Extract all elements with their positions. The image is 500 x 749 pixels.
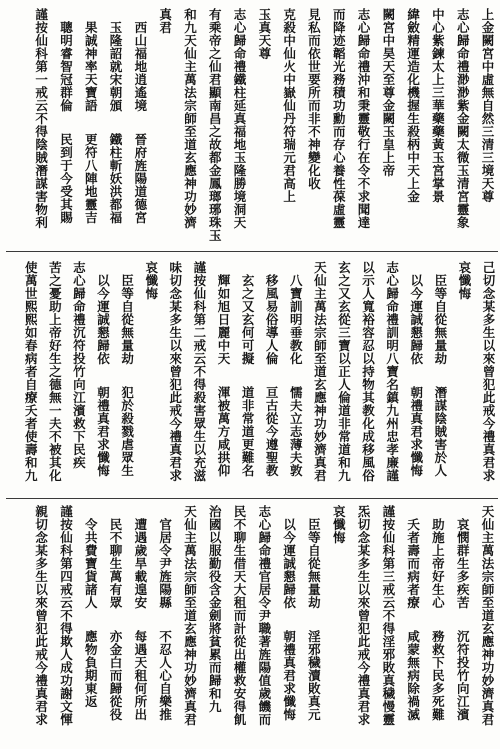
verse-first-half: 遭遇歲旱載遑安 <box>132 518 148 609</box>
column-text: 使萬世熙熙如春病者自療夭者使壽和九 <box>23 261 39 482</box>
column-text: 志心歸命禮鐵柱延真福地玉隆勝境洞天 <box>232 8 248 229</box>
middle-panel <box>0 258 500 494</box>
text-column <box>177 502 202 745</box>
column-text: 苦之憂助上帝好生之德無一夫不被其化 <box>47 261 63 482</box>
column-text: 味切念某多生以來曾犯此戒今禮真君求 <box>167 261 183 482</box>
column-text: 謹按仙科第三戒云不得淫邪敗真穢慢靈 <box>380 505 396 726</box>
verse-second-half: 朝禮真君求懺悔 <box>281 630 297 721</box>
verse-second-half: 懦夫立志薄夫敦 <box>288 386 304 477</box>
verse-first-half: 聰明睿智冠群倫 <box>58 21 74 112</box>
text-column <box>18 258 42 494</box>
text-column <box>474 502 499 745</box>
column-text: 志心歸命禮官居令尹職著旌陽值歲饑而 <box>256 505 272 726</box>
verse-second-half: 每遇天租何所出 <box>132 630 148 721</box>
text-column <box>325 5 350 247</box>
text-column <box>350 5 375 247</box>
text-column <box>152 5 177 247</box>
verse-first-half: 以今運誠懇歸依 <box>408 274 424 365</box>
verse-first-half: 西山福地逍遙境 <box>132 21 148 112</box>
panel-divider <box>6 251 498 252</box>
verse-column <box>404 258 428 494</box>
column-text: 克殺中仙火中嶽仙丹符瑞元君高上 <box>281 8 297 203</box>
column-text: 闕宮中昊天至尊金闕玉皇上帝 <box>380 8 396 177</box>
text-column <box>187 258 211 494</box>
column-text: 炁切念某多生以來曾犯此戒今禮真君求 <box>356 505 372 726</box>
text-column <box>375 502 400 745</box>
column-text: 謹按仙科第二戒云不得殺害眾生以充滋 <box>191 261 207 482</box>
text-column <box>28 502 53 745</box>
verse-column <box>425 502 450 745</box>
text-column <box>449 5 474 247</box>
text-column <box>226 5 251 247</box>
verse-second-half: 淫邪穢瀆敗真元 <box>306 630 322 721</box>
upper-panel <box>0 5 499 247</box>
verse-column <box>259 258 283 494</box>
column-text: 而降迹韜光務積功勳而存心養性葆虛靈 <box>331 8 347 229</box>
text-column <box>400 5 425 247</box>
lower-panel <box>0 502 499 745</box>
verse-first-half: 哀憫群生多疾苦 <box>455 518 471 609</box>
text-column <box>307 258 331 494</box>
verse-first-half: 以今運誠懇歸依 <box>281 518 297 609</box>
verse-second-half: 更符八陣地靈吉 <box>83 133 99 224</box>
verse-column <box>152 502 177 745</box>
text-column <box>28 5 53 247</box>
verse-second-half: 晉府旌陽道德宮 <box>132 133 148 224</box>
text-column <box>350 502 375 745</box>
verse-second-half: 鐵柱斬妖洪都福 <box>108 133 124 224</box>
verse-first-half: 輝如旭日麗中天 <box>215 274 231 365</box>
verse-first-half: 臣等自從無量劫 <box>119 274 135 365</box>
text-column <box>251 5 276 247</box>
column-text: 和九天仙主萬法宗師至道玄應神功妙濟 <box>182 8 198 229</box>
text-column <box>201 502 226 745</box>
column-text: 謹按仙科第一戒云不得陰賊潛謀害物利 <box>33 8 49 229</box>
column-text: 以示人寬裕容忍以持物其教化成移風俗 <box>360 261 376 482</box>
verse-first-half: 夭者壽而病者療 <box>405 518 421 609</box>
column-text: 哀懺悔 <box>143 261 159 300</box>
column-text: 玄之又玄從三寶以正人倫道非常道和九 <box>336 261 352 482</box>
verse-first-half: 臣等自從無量劫 <box>306 518 322 609</box>
panel-divider <box>6 498 498 499</box>
text-column <box>163 258 187 494</box>
verse-first-half: 八寶訓明垂教化 <box>288 274 304 365</box>
text-column <box>325 502 350 745</box>
column-text: 志心歸命禮沉符投竹向江濱救下民疾 <box>71 261 87 469</box>
verse-column <box>428 258 452 494</box>
text-column <box>53 502 78 745</box>
text-column <box>452 258 476 494</box>
verse-first-half: 玄之又玄何可擬 <box>240 274 256 365</box>
verse-column <box>77 5 102 247</box>
verse-column <box>115 258 139 494</box>
verse-column <box>53 5 78 247</box>
verse-second-half: 潛謀陰賊害於人 <box>432 386 448 477</box>
column-text: 民不聊生借天大租而計從出權救安得飢 <box>232 505 248 726</box>
column-text: 志心歸命禮渺渺紫金闕太微玉清宮靈象 <box>455 8 471 229</box>
text-column <box>474 5 499 247</box>
column-text: 上金闕宮中虛無自然三清三境天尊 <box>480 8 495 203</box>
verse-second-half: 道非常道更難名 <box>240 386 256 477</box>
verse-second-half: 應物負期東返 <box>83 630 99 708</box>
column-text: 有乘帝之仙君顯南昌之故都金鳳瑯琊珠玉 <box>207 8 223 242</box>
verse-column <box>102 5 127 247</box>
column-text: 謹按仙科第四戒云不得欺人成功謝文惲 <box>58 505 74 726</box>
verse-column <box>77 502 102 745</box>
verse-first-half: 果誠神率天寶語 <box>83 21 99 112</box>
text-column <box>66 258 90 494</box>
column-text: 天仙主萬法宗師至道玄應神功妙濟真君 <box>312 261 328 482</box>
verse-second-half: 民到于今受其賜 <box>58 133 74 224</box>
verse-second-half: 亘古從今遵聖教 <box>264 386 280 477</box>
column-text: 志心歸命禮訓明八寶名鎮九州忠孝廉謹 <box>384 261 400 482</box>
verse-first-half: 移風易俗導人倫 <box>264 274 280 365</box>
verse-second-half: 務救下民多死難 <box>430 630 446 721</box>
verse-column <box>276 502 301 745</box>
column-text: 天仙主萬法宗師至道玄應神功妙濟真君 <box>480 505 495 726</box>
text-column <box>201 5 226 247</box>
verse-first-half: 臣等自從無量劫 <box>432 274 448 365</box>
verse-column <box>211 258 235 494</box>
verse-column <box>102 502 127 745</box>
column-text: 親切念某多生以來曾犯此戒今禮真君求 <box>33 505 49 726</box>
text-column <box>380 258 404 494</box>
verse-column <box>400 502 425 745</box>
text-column <box>425 5 450 247</box>
text-column <box>301 5 326 247</box>
column-text: 治國以服勤役含金劍將貧累而歸和九 <box>207 505 223 713</box>
verse-second-half: 朝禮真君求懺悔 <box>95 386 111 477</box>
column-text: 志心歸命禮沖和秉靈敬行在令不求聞達 <box>356 8 372 229</box>
verse-first-half: 令共費寶貨諸人 <box>83 518 99 609</box>
text-column <box>139 258 163 494</box>
column-text: 哀懺悔 <box>456 261 472 300</box>
verse-column <box>449 502 474 745</box>
verse-second-half: 沉符投竹向江濱 <box>455 630 471 721</box>
text-column <box>177 5 202 247</box>
text-column <box>476 258 500 494</box>
text-column <box>355 258 379 494</box>
text-column <box>251 502 276 745</box>
verse-first-half: 助施上帝好生心 <box>430 518 446 609</box>
verse-column <box>283 258 307 494</box>
column-text: 緯斂精運造化機握生殺柄中天上金 <box>405 8 421 203</box>
column-text: 真君 <box>157 8 173 34</box>
column-text: 天仙主萬法宗師至道玄應神功妙濟真君 <box>182 505 198 726</box>
verse-column <box>301 502 326 745</box>
text-column <box>375 5 400 247</box>
column-text: 哀懺悔 <box>331 505 347 544</box>
column-text: 玉真天尊 <box>256 8 272 60</box>
verse-column <box>235 258 259 494</box>
verse-column <box>90 258 114 494</box>
verse-second-half: 亦金白而歸從役 <box>108 630 124 721</box>
verse-second-half: 渾被萬方咸拱仰 <box>215 386 231 477</box>
verse-second-half: 朝禮真君求懺悔 <box>408 386 424 477</box>
text-column <box>276 5 301 247</box>
verse-column <box>127 502 152 745</box>
verse-second-half: 咸蒙無病除禍滅 <box>405 630 421 721</box>
verse-first-half: 玉隆詔就宋朝頒 <box>108 21 124 112</box>
column-text: 己切念某多生以來曾犯此戒今禮真君求 <box>481 261 496 482</box>
verse-first-half: 以今運誠懇歸依 <box>95 274 111 365</box>
text-column <box>331 258 355 494</box>
verse-second-half: 犯於殺戮虐眾生 <box>119 386 135 477</box>
text-column <box>42 258 66 494</box>
text-column <box>226 502 251 745</box>
verse-column <box>127 5 152 247</box>
verse-first-half: 官居令尹旌陽縣 <box>157 518 173 609</box>
verse-first-half: 民不聊生萬有眾 <box>108 518 124 609</box>
column-text: 見私而依世要所而非不神變化收 <box>306 8 322 190</box>
column-text: 中心紫鍊太上三華藥藥黃玉宮掌景 <box>430 8 446 203</box>
verse-second-half: 不忍人心自樂推 <box>157 630 173 721</box>
